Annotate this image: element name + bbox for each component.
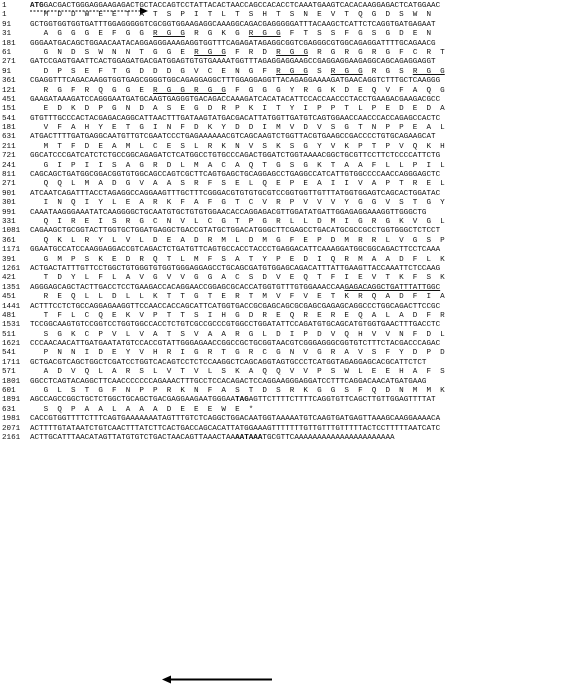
sequence-segment: F R D [225,48,277,57]
bold-motif: AATAAA [235,433,263,442]
sequence-text [30,265,566,274]
sequence-segment: AGCCAGCCGGCTGCTCTGGCTGCAGCTGACGAGGAAGAATGGGAA [30,396,236,405]
sequence-segment: GATCCGAGTGAATTCACTGGAGATGACGATGGAGTGTGTGAAAATGGTTTAGAGGAGGAAGCCGAGGAGGAAGAGGCAGCAGAGGAGGT [30,58,436,67]
sequence-text [30,359,566,368]
underlined-motif: R G G [194,48,226,57]
amino-acid-row [2,68,566,77]
sequence-segment: M T F D E A M L C E S L R K N V S K S G Y V K P T P V Q K H [30,142,445,151]
sequence-text [30,133,566,142]
nucleotide-row [2,406,566,415]
position-number: 181 [2,124,16,133]
sequence-segment: TCCGGCAAGTGTCCGGTCCTGGTGGCCACCTCTGTCGCCGCCCGTGGCCTGGATATTCCAGATGTGCAGCATGTGGTGAACTTTGACCTC [30,321,441,330]
nucleotide-row [2,227,566,236]
sequence-text [30,293,566,302]
position-number: 31 [2,30,12,39]
sequence-text [30,152,566,161]
sequence-segment: T D Y L F L A V G V V G G A C S D V E Q T F I E V T K F S K [30,274,445,283]
amino-acid-row [2,49,566,58]
sequence-segment: R G R G R G F C R T [308,48,445,57]
position-number: 151 [2,105,16,114]
sequence-segment: CGAGGTTTCAGACAAGGTGGTGAGCGGGGTGGCAGAGGAGGCTTTGGAGGAGGTTACAGAGGAAAAGATGAACAGGTCTTTGCTCAAGGG [30,77,441,86]
sequence-text [30,246,566,255]
sequence-segment: GTGTTTGCCCACTACGAGACAGGCATTAACTTTGATAAGTATGACGACATTATGGTTGATGTCAGTGGAACCAACCCACCAGAGCCACTC [30,114,441,123]
sequence-segment: GACGACTGGGAGGAAGAGACTGCTACCAGTCCTATTACACTAACCAGCCACACCTCAAATGAAGTCACACAAGGAGACTCATGGAAC [43,2,441,10]
sequence-segment: S [307,67,331,76]
position-number: 991 [2,208,16,217]
underlined-motif: R G G [412,67,445,76]
nucleotide-row [2,415,566,424]
bold-motif: ATG [30,2,44,10]
position-number: 571 [2,368,16,377]
sequence-segment: R G K G [184,30,249,39]
position-number: 121 [2,86,16,95]
amino-acid-row [2,105,566,114]
sequence-segment: E D K D P G N D A S E G D R P K I T Y I P P T L P E D E D A [30,105,445,114]
sequence-text [30,434,566,443]
amino-acid-row [2,237,566,246]
sequence-segment: T F L C Q E K V P T T S I H G D R E Q R E R E Q A L A D F R [30,311,445,320]
position-number: 2071 [2,424,21,433]
position-number: 241 [2,161,16,170]
sequence-text [30,2,566,11]
underlined-motif: R G G [153,30,185,39]
nucleotide-row [2,96,566,105]
amino-acid-row [2,368,566,377]
sequence-text [30,425,566,434]
sequence-segment: GCTGGTGGTGGTGATTTGGAGGGGGTCGCGGTGGAAGAGGCAAAGGCAGACGAGGGGGATTTACAAGCTCATTCTCAGGTGATGAGAAT [30,20,436,29]
sequence-text [30,124,566,133]
position-number: 901 [2,189,16,198]
sequence-text [30,321,566,330]
position-number: 451 [2,293,16,302]
amino-acid-row [2,87,566,96]
sequence-segment: GCTGACGTCAGCTGGCTCGATCCTGGTCACAGTCCTCTCCAAGGCTCAGCAGGTAGTGCCCTCATGGTAGAGGAGCACGCATTCTCT [30,358,427,367]
position-number: 541 [2,349,16,358]
nucleotide-row [2,425,566,434]
position-number: 361 [2,236,16,245]
position-number: 211 [2,142,16,151]
sequence-text [30,378,566,387]
sequence-segment: G M P S K E D R Q T L M F S A T Y P E D I Q R M A A D F L K [30,255,445,264]
sequence-text [30,180,566,189]
underlined-motif: R G G R G G [153,86,226,95]
sequence-segment: ACTTTTGTATAATCTGTCAACTTTATCTTCACTGACCAGCACATTATGGAAAGTTTTTTTGTTGTTTGTTTTTACTCCTTTTTAATCATC [30,424,441,433]
position-number: 1711 [2,358,21,367]
sequence-text [30,21,566,30]
sequence-text [30,96,566,105]
position-number: 2161 [2,433,21,442]
sequence-text [30,227,566,236]
nucleotide-row [2,21,566,30]
sequence-text [30,340,566,349]
position-number: 451 [2,95,16,104]
sequence-segment: AGGGAGCAGCTACTTGACCTCCTGAAGACCACAGGAACCGGAGCGCACCATGGTGTTTGTGGAAACCAA [30,283,345,292]
sequence-segment: I N Q I Y L E A R K F A F G T C V R P V V V Y G G V S T G Y [30,199,445,208]
sequence-segment: Q I R E I S R G C N V L C G T P G R L L D M I G R G K V G L [30,217,445,226]
sequence-segment: G I P I I S A G R D L M A C A Q T G S G K T A A F L L P I L [30,161,445,170]
sequence-text [30,105,566,114]
amino-acid-row [2,124,566,133]
sequence-segment: CCCAACAACATTGATGAATATGTCCACCGTATTGGGAGAACCGGCCGCTGCGGTAACGTCGGGAGGGCGGTGTCTTTCTACGACCCAGAC [30,340,441,349]
position-number: 1621 [2,340,21,349]
nucleotide-row [2,209,566,218]
sequence-segment: GGCATCCCGATCATCTCTGCCGGCAGAGATCTCATGGCCTGTGCCCAGACTGGATCTGGTAAAACGGCTGCGTTCCTTCTCCCCATTCTG [30,152,441,161]
position-number: 91 [2,67,12,76]
sequence-segment: F T S S F G S G D E N [280,30,432,39]
sequence-text [30,30,566,39]
amino-acid-row [2,256,566,265]
sequence-segment: G N D S W N N T G G E [30,48,195,57]
nucleotide-row [2,58,566,67]
position-number: 1 [2,11,7,20]
nucleotide-row [2,246,566,255]
position-number: 481 [2,311,16,320]
sequence-segment: TGCGTTCAAAAAAAAAAAAAAAAAAAAAA [262,433,395,442]
position-number: 1081 [2,227,21,236]
nucleotide-row [2,359,566,368]
sequence-segment: ACTGACTATTTGTTCCTGGCTGTGGGTGTGGTGGGAGGAGCCTGCAGCGATGTGGAGCAGACATTTATTGAAGTTACCAAATTCTCCAAG [30,264,441,273]
sequence-text [30,199,566,208]
nucleotide-row [2,133,566,142]
position-number: 1981 [2,415,21,424]
sequence-segment: R G F R Q G G E [30,86,154,95]
underlined-motif: GAGACAGGCTGATTTATTGGC [344,283,441,292]
sequence-text [30,11,566,20]
sequence-segment: V F A H Y E T G I N F D K Y D D I M V D V S G T N P P E A L [30,124,445,133]
underlined-motif: R G G [248,30,281,39]
nucleotide-row [2,265,566,274]
sequence-segment: CACCGTGGTTTTCTTTCAGTGAAAAAAATAGTTTGTCTCAGGCTGGACAATGGTAAAAATGTCAAGTGATGAGTTAAAGCAAGGAAAACA [30,415,441,424]
sequence-segment: AGTTCTTTTCTTTTCAGGTGTTCAGCTTGTTGGAGTTTTAT [248,396,436,405]
sequence-segment: R G S [362,67,413,76]
sequence-segment: GGGAATGACAGCTGGAACAATACAGGAGGGAAAGAGGTGGTTTCAGAGATAGAGGCGGTCGAGGGCGTGGCAGAGGATTTTGCAGAACG [30,39,436,48]
sequence-text [30,331,566,340]
amino-acid-row [2,218,566,227]
underlined-motif: R G G [276,48,309,57]
sequence-text [30,209,566,218]
nucleotide-row [2,115,566,124]
sequence-segment: CAGCAGCTGATGGCGGACGGTGTGGCAGCCAGTCGCTTCAGTGAGCTGCAGGAGCCTGAGGCCATCATTGTGGCCCCAACCAGGGAGCTC [30,171,441,180]
position-number: 391 [2,255,16,264]
position-number: 511 [2,330,16,339]
position-number: 1 [2,2,7,10]
position-number: 361 [2,77,16,86]
sequence-text [30,406,566,415]
sequence-text [30,349,566,358]
sequence-text [30,312,566,321]
position-number: 1801 [2,377,21,386]
sequence-text [30,162,566,171]
amino-acid-row [2,180,566,189]
nucleotide-row [2,40,566,49]
sequence-text [30,218,566,227]
amino-acid-row [2,331,566,340]
sequence-segment: P N N I D E Y V H R I G R T G R C G N V G R A V S F Y D P D [30,349,445,358]
sequence-segment: G L S T G F N P P R K N F A S T D S R K G G S F Q D N M M K [30,387,445,396]
sequence-segment: GAAGATAAAGATCCAGGGAATGATGCAAGTGAGGGTGACAGACCAAAGATCACATACATTCCACCAACCCTACCTGAAGACGAAGACGCC [30,95,441,104]
sequence-text [30,115,566,124]
nucleotide-row [2,303,566,312]
sequence-segment: ACTTTCCTCTGCCAGGAGAAGGTTCCAACCACCAGCATTCATGGTGACCGCGAGCAGCGCGAGCGAGAGCAGGCCCTGGCAGACTTCCGC [30,302,441,311]
position-number: 301 [2,199,16,208]
sequence-text [30,190,566,199]
position-number: 631 [2,133,16,142]
sequence-text [30,284,566,293]
sequence-text [30,387,566,396]
nucleotide-row [2,340,566,349]
sequence-text [30,368,566,377]
sequence-segment: F G G G Y R G K D E Q V F A Q G [225,86,445,95]
sequence-segment: A D V Q L A R S L V T V L S K A Q Q V V P S W L E E H A F S [30,368,445,377]
position-number: 181 [2,39,16,48]
position-number: 721 [2,152,16,161]
position-number: 1351 [2,283,21,292]
nucleotide-row [2,321,566,330]
amino-acid-row [2,293,566,302]
sequence-segment: S G K C P V L V A T S V A A R G L D I P D V Q H V V N F D L [30,330,445,339]
sequence-text [30,237,566,246]
sequence-text [30,415,566,424]
sequence-segment: ATGACTTTTGATGAGGCAATGTTGTCGAATCCCTGAGAAAAAACGTCAGCAAGTCTGGTTACGTGAAGCCGACCCCTGTGCAGAAGCAT [30,133,436,142]
nucleotide-row [2,190,566,199]
sequence-text [30,143,566,152]
position-number: 631 [2,405,16,414]
sequence-segment: A G G G E F G G [30,30,154,39]
sequence-text [30,87,566,96]
sequence-text [30,303,566,312]
position-number: 601 [2,387,16,396]
amino-acid-row [2,11,566,20]
nucleotide-row [2,396,566,405]
sequence-segment: GGCCTCAGTACAGGCTTCAACCCCCCCAGAAACTTTGCCTCCACAGACTCCAGGAAGGGAGGATCCTTTCAGGACAACATGATGAAG [30,377,427,386]
underlined-motif: R G G [330,67,363,76]
nucleotide-row [2,152,566,161]
sequence-segment: ATCAATCAGATTTACCTAGAGGCCAGGAAGTTTGCTTTCGGGACGTGTGTGCGTCCGGTGGTTGTTTATGGTGGAGTCAGCACTGGATAC [30,189,441,198]
nucleotide-row [2,77,566,86]
sequence-text [30,396,566,405]
amino-acid-row [2,162,566,171]
position-number: 1531 [2,321,21,330]
position-number: 61 [2,48,12,57]
sequence-text [30,77,566,86]
position-number: 811 [2,171,16,180]
position-number: 421 [2,274,16,283]
position-number: 271 [2,58,16,67]
sequence-segment: GGAATGCCATCCAAGGAGGACCGTCAGACTCTGATGTTCAGTGCCACCTACCCTGAGGACATTCAAAGGATGGCGGCAGACTTCCTCAAA [30,246,441,255]
sequence-text [30,58,566,67]
position-number: 1891 [2,396,21,405]
sequence-text [30,171,566,180]
sequence-text [30,49,566,58]
position-number: 1261 [2,264,21,273]
sequence-segment: Q K L R Y L V L D E A D R M L D M G F E P D M R R L V G S P [30,236,445,245]
nucleotide-row [2,434,566,443]
position-number: 271 [2,180,16,189]
position-number: 91 [2,20,12,29]
amino-acid-row [2,274,566,283]
sequence-segment: S Q P A A L A A A D E E E W E * [30,405,254,414]
bold-motif: TAG [235,396,249,405]
nucleotide-row [2,284,566,293]
sequence-segment: CAGAAGCTGCGGTACTTGGTGCTGGATGAGGCTGACCGTATGCTGGACATGGGCTTCGAGCCTGACATGCGCCGCCTGGTGGGCTCTCCT [30,227,441,236]
sequence-segment: M D D W E E T A T S P I T L T S H T S N E V T Q G D S W N [30,11,432,20]
position-number: 331 [2,217,16,226]
amino-acid-row [2,349,566,358]
sequence-segment: ACTTGCATTTAACATAGTTATGTGTCTGACTAACAGTTAAACTAA [30,433,236,442]
sequence-figure [2,2,566,443]
amino-acid-row [2,30,566,39]
underlined-motif: R G G [276,67,308,76]
nucleotide-row [2,378,566,387]
position-number: 1441 [2,302,21,311]
sequence-text [30,68,566,77]
reverse-primer-arrow-icon [162,675,272,684]
sequence-text [30,40,566,49]
amino-acid-row [2,199,566,208]
position-number: 541 [2,114,16,123]
sequence-text [30,274,566,283]
amino-acid-row [2,312,566,321]
sequence-segment: CAAATAAGGGAAATATCAAGGGGCTGCAATGTGCTGTGTGGAACACCAGGAGACGTTGGATATGATTGGAGAGGAAAGGTTGGGCTG [30,208,427,217]
sequence-segment: D P S E F T G D D D G V C E N G F [30,67,277,76]
amino-acid-row [2,387,566,396]
nucleotide-row [2,2,566,11]
position-number: 1171 [2,246,21,255]
nucleotide-row [2,171,566,180]
sequence-text [30,256,566,265]
sequence-segment: Q Q L M A D G V A A S R F S E L Q E P E A I I V A P T R E L [30,180,445,189]
amino-acid-row [2,143,566,152]
sequence-segment: R E Q L L D L L K T T G T E R T M V F V E T K R Q A D F I A [30,293,445,302]
